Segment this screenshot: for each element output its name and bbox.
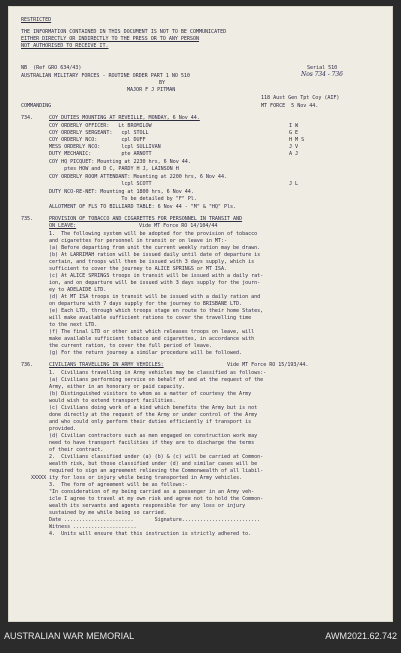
duty-initials: A J: [289, 151, 299, 157]
orderly-room-initials: J L: [289, 181, 299, 187]
body-line: required to sign an agreement relieving the Commonwealth of all liabil-: [49, 468, 264, 474]
body-line: (g) For the return journey a similar procedure will be followed.: [49, 350, 243, 356]
body-line: sustained by me while being so carried.: [49, 510, 167, 516]
officer-name: MAJOR F J PITMAN: [127, 87, 176, 93]
witness-line: Witness .....................: [49, 524, 137, 530]
warning-line-3: NOT AUTHORISED TO RECEIVE IT.: [21, 43, 109, 49]
unit-name: 118 Aust Gen Tpt Coy (AIF): [261, 95, 340, 101]
body-line: (a) Civilians performing service on behalf of and at the request of the: [49, 377, 264, 383]
warning-line-2: EITHER DIRECTLY OR INDIRECTLY TO THE PRESS OR TO ANY PERSON: [21, 36, 199, 42]
archive-reference: AWM2021.62.742: [325, 631, 397, 641]
body-line: need to have transport facilities if they are to discharge the terms: [49, 440, 255, 446]
body-line: (f) The final LTD or other unit which releases troops on leave, will: [49, 329, 255, 335]
picquet-line-1: COY HQ PICQUET: Mounting at 2230 hrs, 6 Nov 44.: [49, 159, 191, 165]
section-734-heading: COY DUTIES MOUNTING AT REVEILLE, MONDAY, 6 Nov 44.: [49, 115, 200, 121]
archive-footer: [0, 622, 401, 653]
body-line: 3. The form of agreement will be as follows:-: [49, 482, 188, 488]
picquet-line-2: ptes HOW and D C, PARDY H J, LAINSON H: [49, 166, 179, 172]
section-736-reference: Vide MT Force RO 15/193/44.: [227, 362, 309, 368]
section-735-reference: Vide MT Force RO 14/104/44: [139, 223, 218, 229]
body-line: on departure with 7 days supply for the journey to BRISBANE LTD.: [49, 301, 243, 307]
duty-initials: H M S: [289, 137, 305, 143]
section-number-734: 734.: [21, 115, 34, 121]
body-line: and cigarettes for personnel in transit or on leave in MT:-: [49, 238, 227, 244]
body-line: wealth its servants and agents responsible for any loss or injury: [49, 503, 246, 509]
body-line: done directly at the request of the Army or under control of the Army: [49, 412, 258, 418]
duty-nco-line-2: To be detailed by "F" Pl.: [49, 196, 197, 202]
duty-initials: J V: [289, 144, 299, 150]
duty-initials: I W: [289, 123, 299, 129]
section-number-735: 735.: [21, 216, 34, 222]
body-line: Army, either in an honorary or paid capacity.: [49, 384, 185, 390]
body-line: to the next LTD.: [49, 322, 98, 328]
body-line: (c) Civilians doing work of a kind which benefits the Army but is not: [49, 405, 258, 411]
order-title: AUSTRALIAN MILITARY FORCES - ROUTINE ORDER PART 1 NO 510: [21, 73, 190, 79]
duty-row: COY ORDERLY OFFICER: Lt BROMILOW: [49, 123, 152, 129]
duty-row: COY ORDERLY SERGEANT: cpl STOLL: [49, 130, 149, 136]
body-line: 2. Civilians classified under (a) (b) & (c) will be carried at Common-: [49, 454, 264, 460]
body-line: (d) At MT ISA troops in transit will be issued with a daily ration and: [49, 294, 261, 300]
body-line: 1. Civilians travelling in Army vehicles may be classified as follows:-: [49, 370, 267, 376]
order-numbers: Nos 734 - 736: [301, 71, 343, 78]
orderly-room-line-2: lcpl SCOTT: [49, 181, 152, 187]
body-line: 1. The following system will be adopted for the provision of tobacco: [49, 231, 258, 237]
duty-row: DUTY MECHANIC: pte ARNOTT: [49, 151, 152, 157]
body-line: provided.: [49, 426, 77, 432]
body-line: (b) Distinguished visitors to whom as a matter of courtesy the Army: [49, 391, 252, 397]
archive-name: AUSTRALIAN WAR MEMORIAL: [4, 631, 135, 641]
serial: Serial 510: [307, 65, 338, 71]
body-line: and who could only perform their duties efficiently if transport is: [49, 419, 252, 425]
section-735-heading-1: PROVISION OF TOBACCO AND CIGARETTES FOR PERSONNEL IN TRANSIT AND: [49, 216, 243, 222]
body-line: make available sufficient tobacco and cigarettes, in accordance with: [49, 336, 255, 342]
body-line: "In consideration of my being carried as a passenger in an Army veh-: [49, 489, 255, 495]
section-736-heading: CIVILIANS TRAVELLING IN ARMY VEHICLES:: [49, 362, 164, 368]
body-line: ey to ADELAIDE LTD.: [49, 287, 107, 293]
body-line: 4. Units will ensure that this instruction is strictly adhered to.: [49, 531, 252, 537]
orderly-room-line-1: COY ORDERLY ROOM ATTENDANT: Mounting at 2200 hrs, 6 Nov 44.: [49, 174, 227, 180]
billiard-allotment: ALLOTMENT OF FLS TO BILLIARD TABLE: 6 Nov 44 - "M" & "HQ" Pls.: [49, 204, 237, 210]
restricted-label: RESTRICTED: [21, 17, 52, 23]
by-label: BY: [159, 80, 166, 86]
body-line: (a) Before departing from unit the current weekly ration may be drawn.: [49, 245, 261, 251]
reference: NB (Ref GRO 634/43): [21, 65, 82, 71]
body-line: ion, and on departure will be issued with 3 days supply for the journ-: [49, 280, 261, 286]
body-line: icle I agree to travel at my own risk and agree not to hold the Common-: [49, 496, 264, 502]
body-line: would wish to extend transport facilities.: [49, 398, 176, 404]
section-number-736: 736.: [21, 362, 34, 368]
body-line: (c) At ALICE SPRINGS troops in transit will be issued with a daily rat-: [49, 273, 264, 279]
body-line: XXXXX ity for loss or injury while being transported in Army vehicles.: [31, 475, 243, 481]
duty-initials: G E: [289, 130, 299, 136]
warning-line-1: THE INFORMATION CONTAINED IN THIS DOCUMENT IS NOT TO BE COMMUNICATED: [21, 29, 227, 35]
body-line: certain, and troops will then be issued with 3 days supply, which is: [49, 259, 255, 265]
commanding-label: COMMANDING: [21, 103, 52, 109]
document-page: [8, 6, 393, 622]
body-line: (d) Civilian contractors such as men engaged on construction work may: [49, 433, 258, 439]
body-line: will make available sufficient rations to cover the travelling time: [49, 315, 252, 321]
duty-row: COY ORDERLY NCO: cpl DUFF: [49, 137, 146, 143]
duty-row: MESS ORDERLY NCO: lcpl SULLIVAN: [49, 144, 161, 150]
body-line: (b) At LARRIMAH ration will be issued daily until date of departure is: [49, 252, 261, 258]
force-date: MT FORCE 5 Nov 44.: [261, 103, 319, 109]
body-line: sufficient to cover the journey to ALICE SPRINGS or MT ISA.: [49, 266, 227, 272]
duty-nco-line-1: DUTY NCO-RE-NET: Mounting at 1800 hrs, 6 Nov 44.: [49, 189, 194, 195]
body-line: (e) Each LTD, through which troops stage en route to their home States,: [49, 308, 264, 314]
signature-date-line: Date ....................... Signature..........................: [49, 517, 261, 523]
section-735-heading-2: ON LEAVE:: [49, 223, 77, 229]
body-line: of their contract.: [49, 447, 104, 453]
body-line: wealth risk, but those classified under (d) and similar cases will be: [49, 461, 258, 467]
body-line: the current ration, to cover the full period of leave.: [49, 343, 212, 349]
